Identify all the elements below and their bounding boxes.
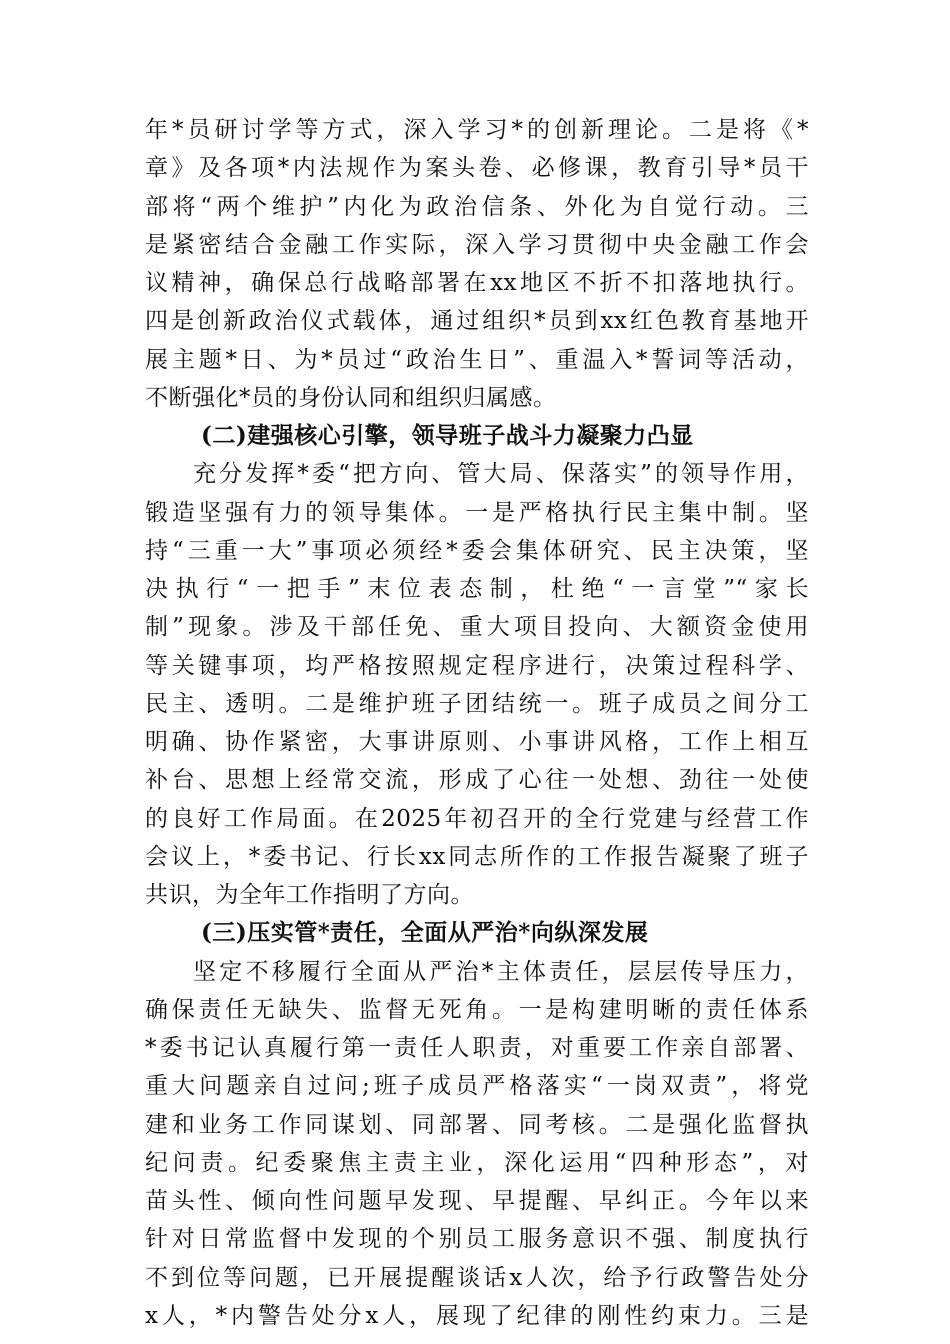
paragraph-line: 补台、思想上经常交流，形成了心往一处想、劲往一处使	[145, 767, 809, 794]
paragraph-line: 的良好工作局面。在2025年初召开的全行党建与经营工作	[145, 805, 809, 832]
paragraph-line: 苗头性、倾向性问题早发现、早提醒、早纠正。今年以来	[145, 1188, 809, 1214]
paragraph-line: 年*员研讨学等方式，深入学习*的创新理论。二是将《*	[145, 117, 809, 143]
paragraph-line: 部将“两个维护”内化为政治信条、外化为自觉行动。三	[145, 193, 809, 220]
paragraph-first-line: 充分发挥*委“把方向、管大局、保落实”的领导作用，	[193, 461, 809, 488]
paragraph-line: 等关键事项，均严格按照规定程序进行，决策过程科学、	[145, 652, 809, 679]
paragraph-line: 建和业务工作同谋划、同部署、同考核。二是强化监督执	[145, 1111, 809, 1138]
paragraph-line: 制”现象。涉及干部任免、重大项目投向、大额资金使用	[145, 614, 809, 641]
paragraph-line: 锻造坚强有力的领导集体。一是严格执行民主集中制。坚	[145, 499, 809, 526]
paragraph-line: 决执行“一把手”末位表态制，杜绝“一言堂”“家长	[145, 576, 809, 602]
section-heading: (三)压实管*责任，全面从严治*向纵深发展	[201, 919, 649, 947]
paragraph-line: 持“三重一大”事项必须经*委会集体研究、民主决策，坚	[145, 537, 809, 564]
paragraph-line: 不断强化*员的身份认同和组织归属感。	[145, 384, 557, 411]
document-body	[145, 111, 809, 1335]
section-heading: (二)建强核心引擎，领导班子战斗力凝聚力凸显	[201, 422, 694, 449]
paragraph-line: 议精神，确保总行战略部署在xx地区不折不扣落地执行。	[145, 270, 809, 296]
paragraph-line: 纪问责。纪委聚焦主责主业，深化运用“四种形态”，对	[145, 1149, 809, 1176]
paragraph-line: 四是创新政治仪式载体，通过组织*员到xx红色教育基地开	[145, 308, 809, 335]
paragraph-line: 是紧密结合金融工作实际，深入学习贯彻中央金融工作会	[145, 231, 809, 258]
paragraph-first-line: 坚定不移履行全面从严治*主体责任，层层传导压力，	[193, 958, 809, 985]
paragraph-line: 针对日常监督中发现的个别员工服务意识不强、制度执行	[145, 1226, 809, 1253]
paragraph-line: 重大问题亲自过问;班子成员严格落实“一岗双责”，将党	[145, 1073, 809, 1100]
paragraph-line: 会议上，*委书记、行长xx同志所作的工作报告凝聚了班子	[145, 843, 809, 870]
paragraph-line: 不到位等问题，已开展提醒谈话x人次，给予行政警告处分	[145, 1264, 809, 1291]
paragraph-line: 确保责任无缺失、监督无死角。一是构建明晰的责任体系	[145, 996, 809, 1023]
paragraph-line: 共识，为全年工作指明了方向。	[145, 882, 474, 908]
paragraph-line: x人，*内警告处分x人，展现了纪律的刚性约束力。三是	[145, 1302, 809, 1329]
paragraph-line: 明确、协作紧密，大事讲原则、小事讲风格，工作上相互	[145, 729, 809, 755]
paragraph-line: 展主题*日、为*员过“政治生日”、重温入*誓词等活动，	[145, 346, 809, 373]
paragraph-line: *委书记认真履行第一责任人职责，对重要工作亲自部署、	[145, 1035, 809, 1061]
paragraph-line: 章》及各项*内法规作为案头卷、必修课，教育引导*员干	[145, 155, 809, 182]
paragraph-line: 民主、透明。二是维护班子团结统一。班子成员之间分工	[145, 690, 809, 717]
